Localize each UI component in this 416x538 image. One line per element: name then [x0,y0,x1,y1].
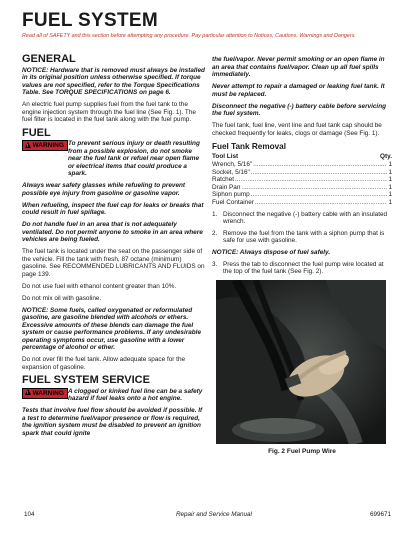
service-warning-text: A clogged or kinked fuel line can be a safety hazard if fuel leaks onto a hot engine. [68,387,203,402]
warning-triangle-icon [25,389,31,395]
tool-qty: 1 [388,176,392,184]
fuel-notice-oxygenated: NOTICE: Some fuels, called oxygenated or reformulated gasoline, are gasoline blended with alcohols or ethers. Excessive amounts of these blends can damage the fuel system or cause performance problems. If any undesirable operating symptoms occur, use gasoline with a lower percentage of alcohol or ether. [22,306,202,351]
warning-triangle-icon [25,142,31,148]
tool-name: Wrench, 5/16" [212,161,253,168]
footer-document-code: 699671 [370,511,392,518]
removal-step-3 [212,261,392,276]
removal-step-1 [212,211,392,226]
tool-list-label: Tool List [212,152,239,160]
service-continued-check: The fuel tank, fuel line, vent line and fuel tank cap should be checked frequently for leaks, clogs or damage (See Fig. 1). [212,122,382,137]
safety-banner: Read all of SAFETY and this section before attempting any procedure. Pay particular attention to Notices, Cautions, Warnings and Dangers. [22,33,356,39]
tool-qty: 1 [388,168,392,176]
tool-list-row [212,161,392,169]
tool-qty-label: Qty. [380,152,392,160]
removal-heading: Fuel Tank Removal [212,142,287,151]
step-text: Disconnect the negative (-) battery cable with an insulated wrench. [223,210,388,226]
dot-leader [251,169,388,177]
tool-name: Drain Pan [212,183,241,191]
footer-page-number: 104 [24,511,35,518]
dot-leader [241,184,387,192]
dot-leader [235,176,387,184]
general-notice: NOTICE: Hardware that is removed must always be installed in its original position unless otherwise specified. If torque values are not specified, refer to the Torque Specifications Table. See TORQUE SPECIFICATIONS on page 6. [22,66,205,96]
tool-qty: 1 [388,191,392,199]
general-body: An electric fuel pump supplies fuel from the fuel tank to the engine injection system through the fuel line (See Fig. 1). The fuel filter is located in the fuel tank along with the fuel pump. [22,101,196,123]
footer-manual-title: Repair and Service Manual [176,511,252,518]
warning-badge [22,388,68,399]
right-column [212,56,392,455]
fuel-paragraph-tank-location: The fuel tank is located under the seat on the passenger side of the vehicle. Fill the tank with fresh, 87 octane (minimum) gasoline. See RECOMMENDED LUBRICANTS AND FLUIDS on page 139. [22,248,205,278]
step-text: Remove the fuel from the tank with a siphon pump that is safe for use with gasoline. [223,229,385,245]
fuel-paragraph-ventilation: Do not handle fuel in an area that is not adequately ventilated. Do not permit anyone to smoke in an area where vehicles are being fueled. [22,221,203,243]
warning-badge-label: WARNING [32,389,64,397]
tool-list [212,161,392,207]
fuel-paragraph-ethanol: Do not use fuel with ethanol content greater than 10%. [22,282,177,290]
tool-list-row [212,199,392,207]
fuel-heading: FUEL [22,126,51,139]
fuel-paragraph-overfill: Do not over fill the fuel tank. Allow adequate space for the expansion of gasoline. [22,356,186,371]
tool-qty: 1 [388,183,392,191]
fuel-warning-text: To prevent serious injury or death resulting from a possible explosion, do not smoke near the fuel tank or refuel near open flame or electrical items that could produce a spark. [68,140,200,177]
warning-badge [22,140,68,151]
service-warning [22,388,205,403]
left-column [22,53,205,442]
fuel-paragraph-no-oil: Do not mix oil with gasoline. [22,294,102,302]
service-continued-smoking: the fuel/vapor. Never permit smoking or an open flame in an area that contains fuel/vapor. Clean up all fuel spills immediately. [212,56,385,78]
removal-notice: NOTICE: Always dispose of fuel safely. [212,248,331,256]
step-number: 1. [212,210,218,218]
fuel-paragraph-safety-glasses: Always wear safety glasses while refueling to prevent possible eye injury from gasoline or gasoline vapor. [22,182,186,197]
step-number: 2. [212,229,218,237]
fuel-pump-photo-illustration [216,280,386,444]
step-text: Press the tab to disconnect the fuel pump wire located at the top of the fuel tank (See Fig. 2). [223,260,384,276]
removal-steps [212,211,392,245]
fuel-pump-wire-photo [216,280,386,444]
dot-leader [255,199,388,207]
service-continued-battery: Disconnect the negative (-) battery cable before servicing the fuel system. [212,102,387,117]
page-title: FUEL SYSTEM [22,10,158,31]
tool-name: Fuel Container [212,198,254,206]
service-continued-repair: Never attempt to repair a damaged or leaking fuel tank. It must be replaced. [212,83,385,98]
removal-step-2 [212,230,392,245]
service-paragraph-tests: Tests that involve fuel flow should be avoided if possible. If a test to determine fuel/vapor presence or flow is required, the ignition system must be disabled to prevent an ignition spark that could ignite [22,407,203,437]
step-number: 3. [212,260,218,268]
tool-name: Ratchet [212,176,235,184]
tool-list-header [212,153,392,161]
figure-caption: Fig. 2 Fuel Pump Wire [268,447,336,455]
tool-name: Socket, 5/16" [212,168,250,176]
dot-leader [253,161,387,169]
service-heading: FUEL SYSTEM SERVICE [22,374,150,386]
tool-qty: 1 [388,161,392,168]
fuel-paragraph-inspect-cap: When refueling, inspect the fuel cap for leaks or breaks that could result in fuel spillage. [22,201,204,216]
dot-leader [251,191,388,199]
tool-list-row [212,191,392,199]
tool-name: Siphon pump [212,191,250,199]
tool-qty: 1 [388,198,392,206]
warning-badge-label: WARNING [32,142,64,149]
tool-list-row [212,184,392,192]
tool-list-row [212,169,392,177]
tool-list-row [212,176,392,184]
general-heading: GENERAL [22,53,76,65]
fuel-warning [22,140,205,178]
